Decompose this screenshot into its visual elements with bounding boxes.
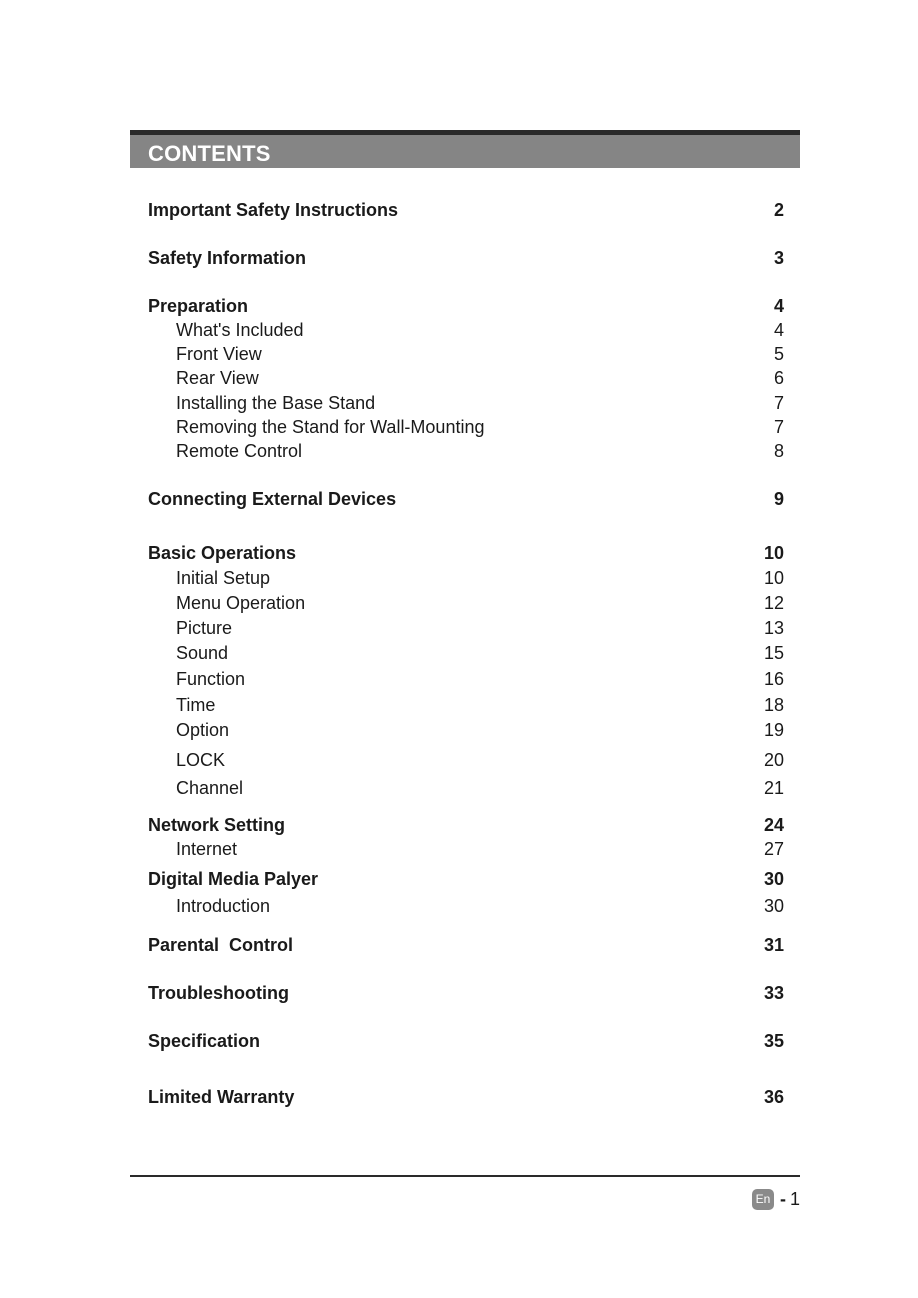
toc-entry-title: Installing the Base Stand (176, 393, 376, 413)
toc-entry-page: 3 (773, 248, 784, 268)
toc-entry-page: 33 (763, 983, 784, 1003)
toc-entry-preparation[interactable] (148, 294, 784, 318)
toc-subentry-internet[interactable] (148, 837, 784, 861)
language-badge: En (752, 1189, 774, 1210)
toc-entry-title: Troubleshooting (148, 983, 289, 1003)
toc-entry-page: 9 (773, 489, 784, 509)
toc-entry-page: 31 (763, 935, 784, 955)
toc-subentry-menu-operation[interactable] (148, 591, 784, 615)
toc-entry-title: Time (176, 695, 216, 715)
toc-entry-title: What's Included (176, 320, 304, 340)
toc-subentry-remote-control[interactable] (148, 439, 784, 463)
toc-entry-page: 36 (763, 1087, 784, 1107)
toc-entry-specification[interactable] (148, 1029, 784, 1053)
toc-entry-title: Digital Media Palyer (148, 869, 319, 889)
toc-entry-page: 24 (763, 815, 784, 835)
toc-entry-title: Sound (176, 643, 229, 663)
toc-entry-page: 6 (773, 368, 784, 388)
toc-entry-page: 16 (763, 669, 784, 689)
toc-entry-title: Option (176, 720, 230, 740)
toc-entry-page: 21 (763, 778, 784, 798)
toc-entry-parental-control[interactable] (148, 933, 784, 957)
toc-subentry-lock[interactable] (148, 748, 784, 772)
toc-entry-title: Picture (176, 618, 233, 638)
toc-entry-page: 27 (763, 839, 784, 859)
toc-entry-page: 35 (763, 1031, 784, 1051)
toc-entry-title: Limited Warranty (148, 1087, 295, 1107)
toc-entry-page: 2 (773, 200, 784, 220)
toc-entry-page: 8 (773, 441, 784, 461)
toc-entry-page: 15 (763, 643, 784, 663)
toc-entry-title: Network Setting (148, 815, 286, 835)
contents-header-bar (130, 130, 800, 168)
toc-entry-page: 30 (763, 896, 784, 916)
toc-entry-title: Rear View (176, 368, 259, 388)
toc-entry-page: 10 (763, 543, 784, 563)
toc-entry-title: Connecting External Devices (148, 489, 397, 509)
footer-divider (130, 1175, 800, 1177)
toc-entry-limited-warranty[interactable] (148, 1085, 784, 1109)
toc-entry-page: 20 (763, 750, 784, 770)
toc-entry-title: Introduction (176, 896, 271, 916)
toc-entry-page: 19 (763, 720, 784, 740)
toc-subentry-time[interactable] (148, 693, 784, 717)
toc-entry-safety-information[interactable] (148, 246, 784, 270)
toc-subentry-whats-included[interactable] (148, 318, 784, 342)
toc-entry-page: 5 (773, 344, 784, 364)
toc-entry-title: Basic Operations (148, 543, 297, 563)
toc-entry-title: Initial Setup (176, 568, 271, 588)
footer-dash: - (779, 1188, 786, 1209)
toc-entry-page: 12 (763, 593, 784, 613)
toc-entry-connecting-external-devices[interactable] (148, 487, 784, 511)
toc-subentry-installing-base-stand[interactable] (148, 391, 784, 415)
toc-entry-basic-operations[interactable] (148, 541, 784, 565)
toc-entry-title: Function (176, 669, 246, 689)
toc-entry-title: Safety Information (148, 248, 307, 268)
footer-page-number (752, 1188, 800, 1210)
toc-subentry-picture[interactable] (148, 616, 784, 640)
toc-entry-title: LOCK (176, 750, 226, 770)
toc-entry-page: 30 (763, 869, 784, 889)
toc-entry-title: Channel (176, 778, 244, 798)
toc-entry-troubleshooting[interactable] (148, 981, 784, 1005)
toc-entry-title: Important Safety Instructions (148, 200, 399, 220)
toc-subentry-removing-stand-wall-mounting[interactable] (148, 415, 784, 439)
toc-entry-network-setting[interactable] (148, 813, 784, 837)
footer-page-value: 1 (789, 1188, 800, 1209)
toc-entry-title: Remote Control (176, 441, 303, 461)
toc-entry-page: 7 (773, 393, 784, 413)
toc-subentry-rear-view[interactable] (148, 366, 784, 390)
page-title: CONTENTS (148, 141, 271, 166)
toc-entry-title: Specification (148, 1031, 261, 1051)
toc-entry-page: 10 (763, 568, 784, 588)
toc-subentry-introduction[interactable] (148, 894, 784, 918)
toc-entry-page: 18 (763, 695, 784, 715)
toc-subentry-option[interactable] (148, 718, 784, 742)
toc-entry-title: Removing the Stand for Wall-Mounting (176, 417, 485, 437)
toc-subentry-sound[interactable] (148, 641, 784, 665)
toc-entry-title: Front View (176, 344, 262, 364)
toc-entry-page: 7 (773, 417, 784, 437)
toc-entry-title: Parental Control (148, 935, 294, 955)
toc-entry-title: Preparation (148, 296, 249, 316)
toc-entry-page: 13 (763, 618, 784, 638)
toc-subentry-channel[interactable] (148, 776, 784, 800)
toc-subentry-front-view[interactable] (148, 342, 784, 366)
toc-entry-digital-media-player[interactable] (148, 867, 784, 891)
toc-entry-page: 4 (773, 320, 784, 340)
toc-entry-title: Menu Operation (176, 593, 306, 613)
toc-entry-page: 4 (773, 296, 784, 316)
toc-entry-title: Internet (176, 839, 238, 859)
toc-entry-important-safety-instructions[interactable] (148, 198, 784, 222)
toc-subentry-initial-setup[interactable] (148, 566, 784, 590)
toc-subentry-function[interactable] (148, 667, 784, 691)
